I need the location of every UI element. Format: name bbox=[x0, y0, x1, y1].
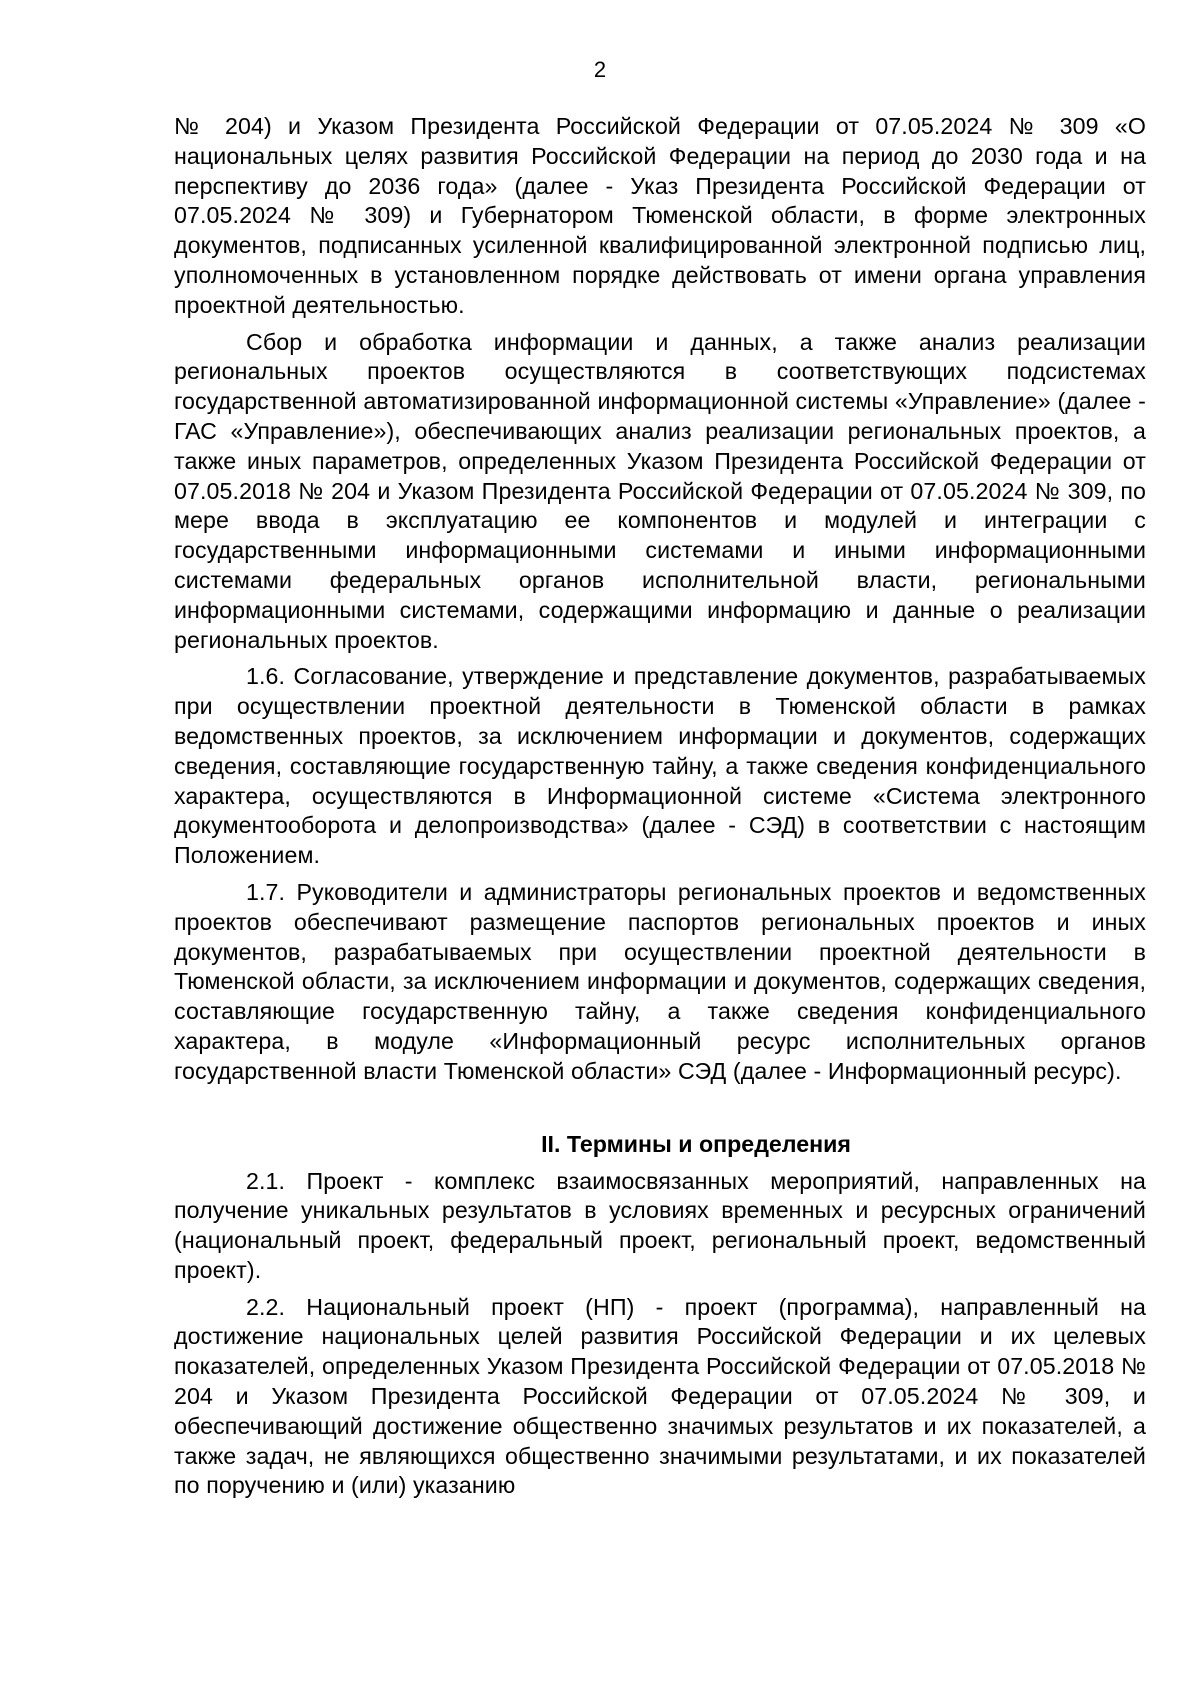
paragraph-continuation: № 204) и Указом Президента Российской Федерации от 07.05.2024 № 309 «О национальных целях развития Российской Федерации на период до 2030 года и на перспективу до 2036 года» (далее - Указ Президента Российской Федерации от 07.05.2024 № 309) и Губернатором Тюменской области, в форме электронных документов, подписанных усиленной квалифицированной электронной подписью лиц, уполномоченных в установленном порядке действовать от имени органа управления проектной деятельностью. bbox=[174, 113, 1146, 318]
paragraph-1-6: 1.6. Согласование, утверждение и представление документов, разрабатываемых при осуществлении проектной деятельности в Тюменской области в рамках ведомственных проектов, за исключением информации и документов, содержащих сведения, составляющие государственную тайну, а также сведения конфиденциального характера, осуществляются в Информационной системе «Система электронного документооборота и делопроизводства» (далее - СЭД) в соответствии с настоящим Положением. bbox=[174, 663, 1146, 869]
paragraph-1-7: 1.7. Руководители и администраторы региональных проектов и ведомственных проектов обеспечивают размещение паспортов региональных проектов и иных документов, разрабатываемых при осуществлении проектной деятельности в Тюменской области, за исключением информации и документов, содержащих сведения, составляющие государственную тайну, а также сведения конфиденциального характера, в модуле «Информационный ресурс исполнительных органов государственной власти Тюменской области» СЭД (далее - Информационный ресурс). bbox=[174, 878, 1146, 1084]
paragraph-2-1: 2.1. Проект - комплекс взаимосвязанных мероприятий, направленных на получение уникальных результатов в условиях временных и ресурсных ограничений (национальный проект, федеральный проект, региональный проект, ведомственный проект). bbox=[174, 1167, 1146, 1283]
section-heading: II. Термины и определения bbox=[541, 1130, 851, 1157]
paragraph-2-2: 2.2. Национальный проект (НП) - проект (программа), направленный на достижение национальных целей развития Российской Федерации и их целевых показателей, определенных Указом Президента Российской Федерации от 07.05.2018 № 204 и Указом Президента Российской Федерации от 07.05.2024 № 309, и обеспечивающий достижение общественно значимых результатов и их показателей, а также задач, не являющихся общественно значимыми результатами, и их показателей по поручению и (или) указанию bbox=[174, 1293, 1146, 1499]
page-number: 2 bbox=[593, 57, 607, 82]
paragraph-data-collection: Сбор и обработка информации и данных, а также анализ реализации региональных проектов осуществляются в соответствующих подсистемах государственной автоматизированной информационной системы «Управление» (далее - ГАС «Управление»), обеспечивающих анализ реализации региональных проектов, а также иных параметров, определенных Указом Президента Российской Федерации от 07.05.2018 № 204 и Указом Президента Российской Федерации от 07.05.2024 № 309, по мере ввода в эксплуатацию ее компонентов и модулей и интеграции с государственными информационными системами и иными информационными системами федеральных органов исполнительной власти, региональными информационными системами, содержащими информацию и данные о реализации региональных проектов. bbox=[174, 328, 1146, 653]
document-body bbox=[174, 112, 1146, 1501]
